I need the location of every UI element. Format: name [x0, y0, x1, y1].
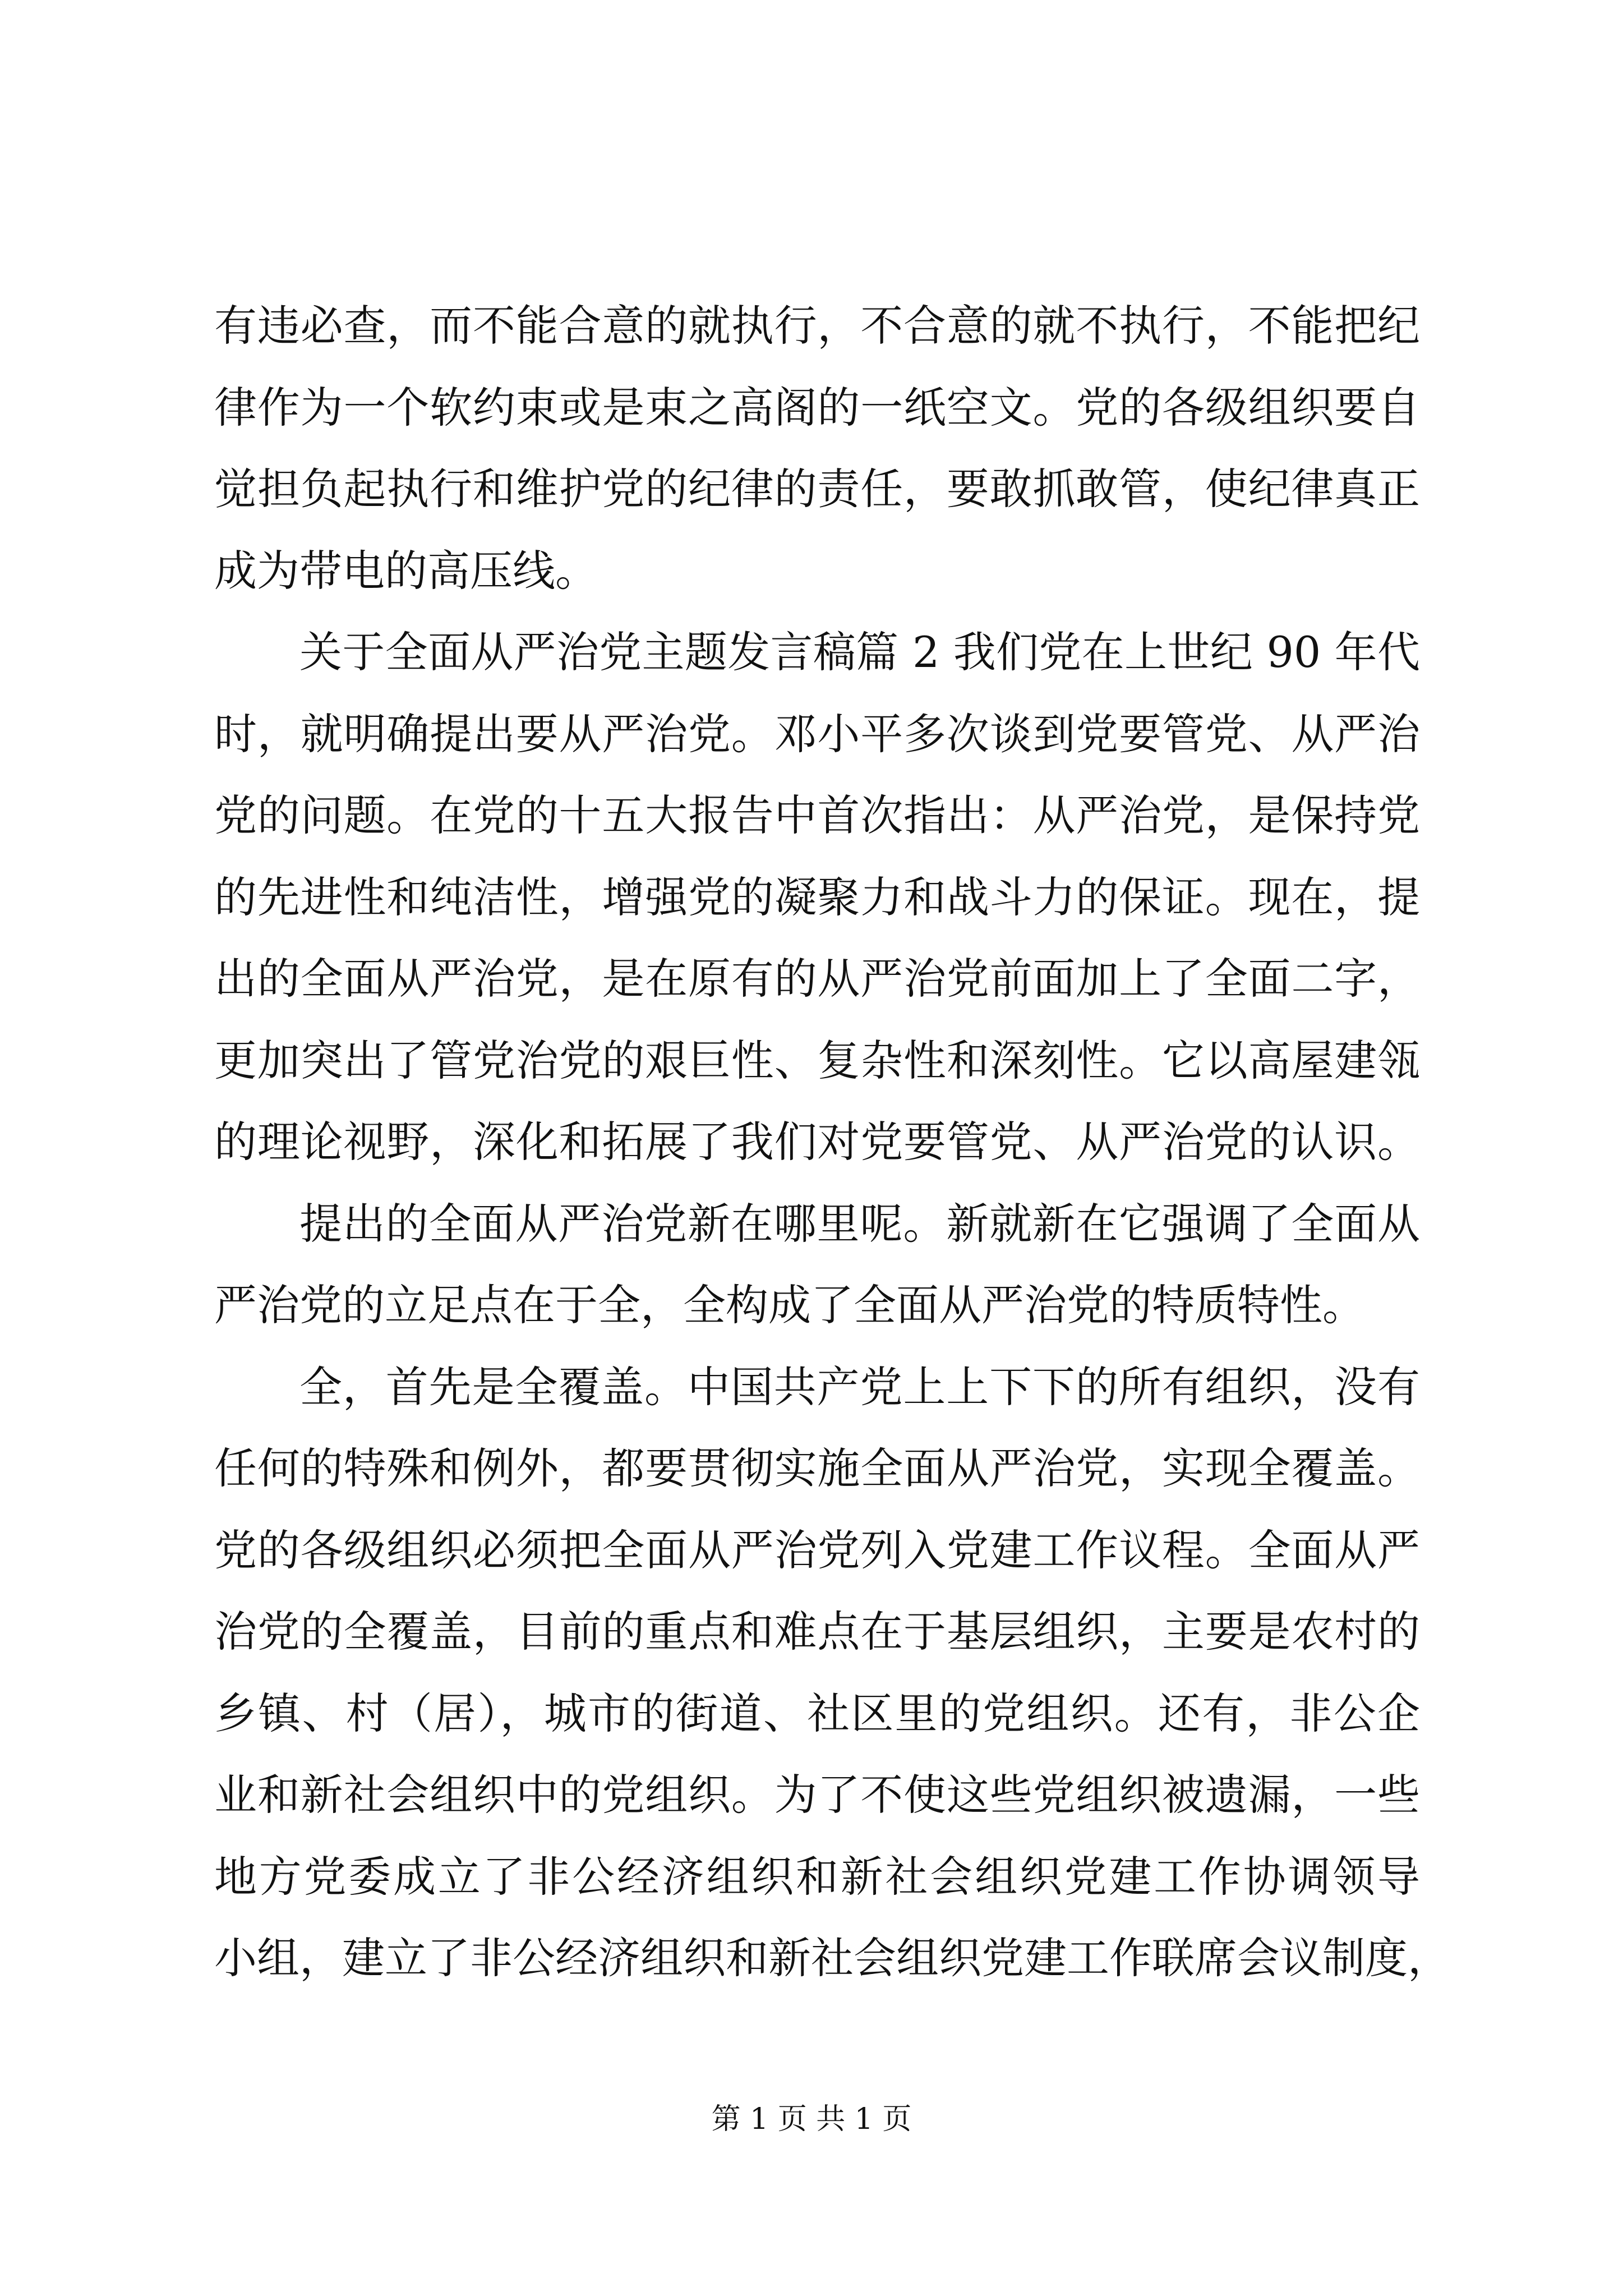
text-line: 业和新社会组织中的党组织。为了不使这些党组织被遗漏，一些: [214, 1770, 1420, 1820]
page-number-label: 第 1 页 共 1 页: [711, 2102, 912, 2136]
text-line: 提出的全面从严治党新在哪里呢。新就新在它强调了全面从: [299, 1198, 1420, 1249]
text-line: 律作为一个软约束或是束之高阁的一纸空文。党的各级组织要自: [214, 382, 1420, 432]
text-line: 地方党委成立了非公经济组织和新社会组织党建工作协调领导: [214, 1851, 1420, 1902]
paragraph: [214, 1183, 1420, 1346]
paragraph: [214, 1346, 1450, 1999]
paragraph: [214, 611, 1420, 1183]
text-line: 小组，建立了非公经济组织和新社会组织党建工作联席会议制度，: [214, 1933, 1450, 1983]
text-line: 任何的特殊和例外，都要贯彻实施全面从严治党，实现全覆盖。: [214, 1443, 1420, 1493]
text-line: 有违必查，而不能合意的就执行，不合意的就不执行，不能把纪: [214, 301, 1420, 351]
text-line: 严治党的立足点在于全，全构成了全面从严治党的特质特性。: [214, 1280, 1365, 1330]
text-line: 出的全面从严治党，是在原有的从严治党前面加上了全面二字，: [214, 954, 1420, 1004]
document-body: [214, 285, 1450, 1999]
text-line: 更加突出了管党治党的艰巨性、复杂性和深刻性。它以高屋建瓴: [214, 1035, 1420, 1085]
text-line: 觉担负起执行和维护党的纪律的责任，要敢抓敢管，使纪律真正: [214, 464, 1420, 514]
text-line: 党的问题。在党的十五大报告中首次指出：从严治党，是保持党: [214, 790, 1420, 840]
page-footer: [0, 2095, 1623, 2137]
text-line: 乡镇、村（居），城市的街道、社区里的党组织。还有，非公企: [214, 1688, 1420, 1738]
text-line: 的理论视野，深化和拓展了我们对党要管党、从严治党的认识。: [214, 1117, 1420, 1167]
text-line: 全，首先是全覆盖。中国共产党上上下下的所有组织，没有: [299, 1361, 1420, 1412]
text-line: 成为带电的高压线。: [214, 545, 598, 596]
paragraph: [214, 285, 1420, 611]
text-line: 时，就明确提出要从严治党。邓小平多次谈到党要管党、从严治: [214, 708, 1420, 759]
text-line: 治党的全覆盖，目前的重点和难点在于基层组织，主要是农村的: [214, 1607, 1420, 1657]
text-line: 的先进性和纯洁性，增强党的凝聚力和战斗力的保证。现在，提: [214, 872, 1420, 922]
text-line: 关于全面从严治党主题发言稿篇 2 我们党在上世纪 90 年代: [299, 627, 1420, 677]
text-line: 党的各级组织必须把全面从严治党列入党建工作议程。全面从严: [214, 1525, 1420, 1575]
